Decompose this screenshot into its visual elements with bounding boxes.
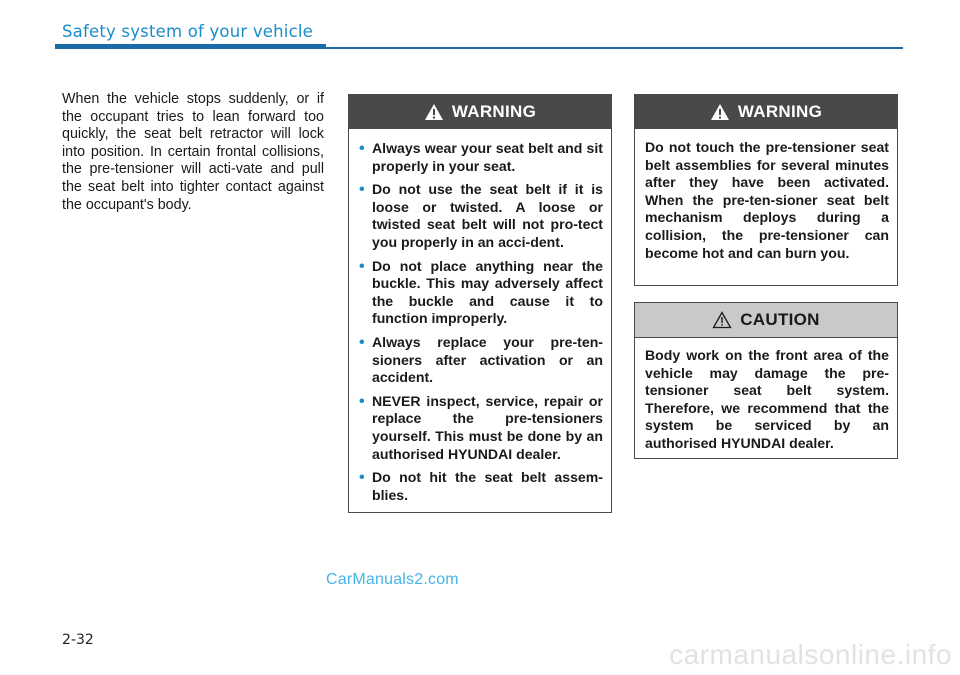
bullet-item xyxy=(359,469,603,504)
bullet-text: Always wear your seat belt and sit properly in your seat. xyxy=(372,140,603,174)
bullet-text: Do not place anything near the buckle. This may adversely affect the buckle and cause it to function improperly. xyxy=(372,257,603,327)
bullet-text: Always replace your pre-ten-sioners after activation or an accident. xyxy=(372,333,603,386)
bullet-dot-icon: • xyxy=(359,392,365,410)
warning-triangle-icon xyxy=(424,103,444,121)
bullet-text: Do not hit the seat belt assem-blies. xyxy=(372,469,603,503)
site-watermark: carmanualsonline.info xyxy=(669,639,952,670)
section-title: Safety system of your vehicle xyxy=(62,22,313,41)
warning-bullet-list xyxy=(359,140,603,504)
warning-body xyxy=(349,129,611,518)
caution-triangle-icon xyxy=(712,311,732,329)
bullet-item xyxy=(359,181,603,251)
caution-text: Body work on the front area of the vehicle may damage the pre-tensioner seat belt system. Therefore, we recommend that the system be serviced by an authorised HYUNDAI dealer. xyxy=(645,347,889,451)
warning-text: Do not touch the pre-tensioner seat belt assemblies for several minutes after they have been activated. When the pre-ten-sioner seat belt mechanism deploys during a collision, the pre-tensioner can become hot and can burn you. xyxy=(645,139,889,261)
bullet-dot-icon: • xyxy=(359,333,365,351)
warning-triangle-icon xyxy=(710,103,730,121)
page-number: 2-32 xyxy=(62,632,94,648)
watermark-text: CarManuals2.com xyxy=(326,571,459,588)
warning-box-right xyxy=(634,94,898,286)
bullet-item xyxy=(359,258,603,328)
caution-body xyxy=(635,338,897,461)
bullet-dot-icon: • xyxy=(359,140,365,157)
caution-header xyxy=(635,303,897,338)
caution-box xyxy=(634,302,898,459)
bullet-item xyxy=(359,334,603,387)
warning-box-left xyxy=(348,94,612,513)
header-rule-thin xyxy=(326,47,903,49)
warning-header xyxy=(349,95,611,129)
bullet-dot-icon: • xyxy=(359,469,365,487)
bullet-item xyxy=(359,140,603,175)
intro-paragraph: When the vehicle stops suddenly, or if the occupant tries to lean forward too quickly, the seat belt retractor will lock into position. In certain frontal collisions, the pre-tensioner will acti-vate and pull the seat belt into tighter contact against the occupant's body. xyxy=(62,91,324,213)
bullet-item xyxy=(359,393,603,463)
bullet-text: Do not use the seat belt if it is loose or twisted. A loose or twisted seat belt will not pro-tect you properly in an acci-dent. xyxy=(372,181,603,250)
bullet-text: NEVER inspect, service, repair or replace the pre-tensioners yourself. This must be done by an authorised HYUNDAI dealer. xyxy=(372,392,603,462)
warning-body xyxy=(635,129,897,270)
warning-header xyxy=(635,95,897,129)
bullet-dot-icon: • xyxy=(359,257,365,275)
header-rule-thick xyxy=(55,44,326,49)
warning-title: WARNING xyxy=(737,102,823,121)
bullet-dot-icon: • xyxy=(359,181,365,199)
caution-title: CAUTION xyxy=(740,310,820,329)
warning-title: WARNING xyxy=(451,102,537,121)
